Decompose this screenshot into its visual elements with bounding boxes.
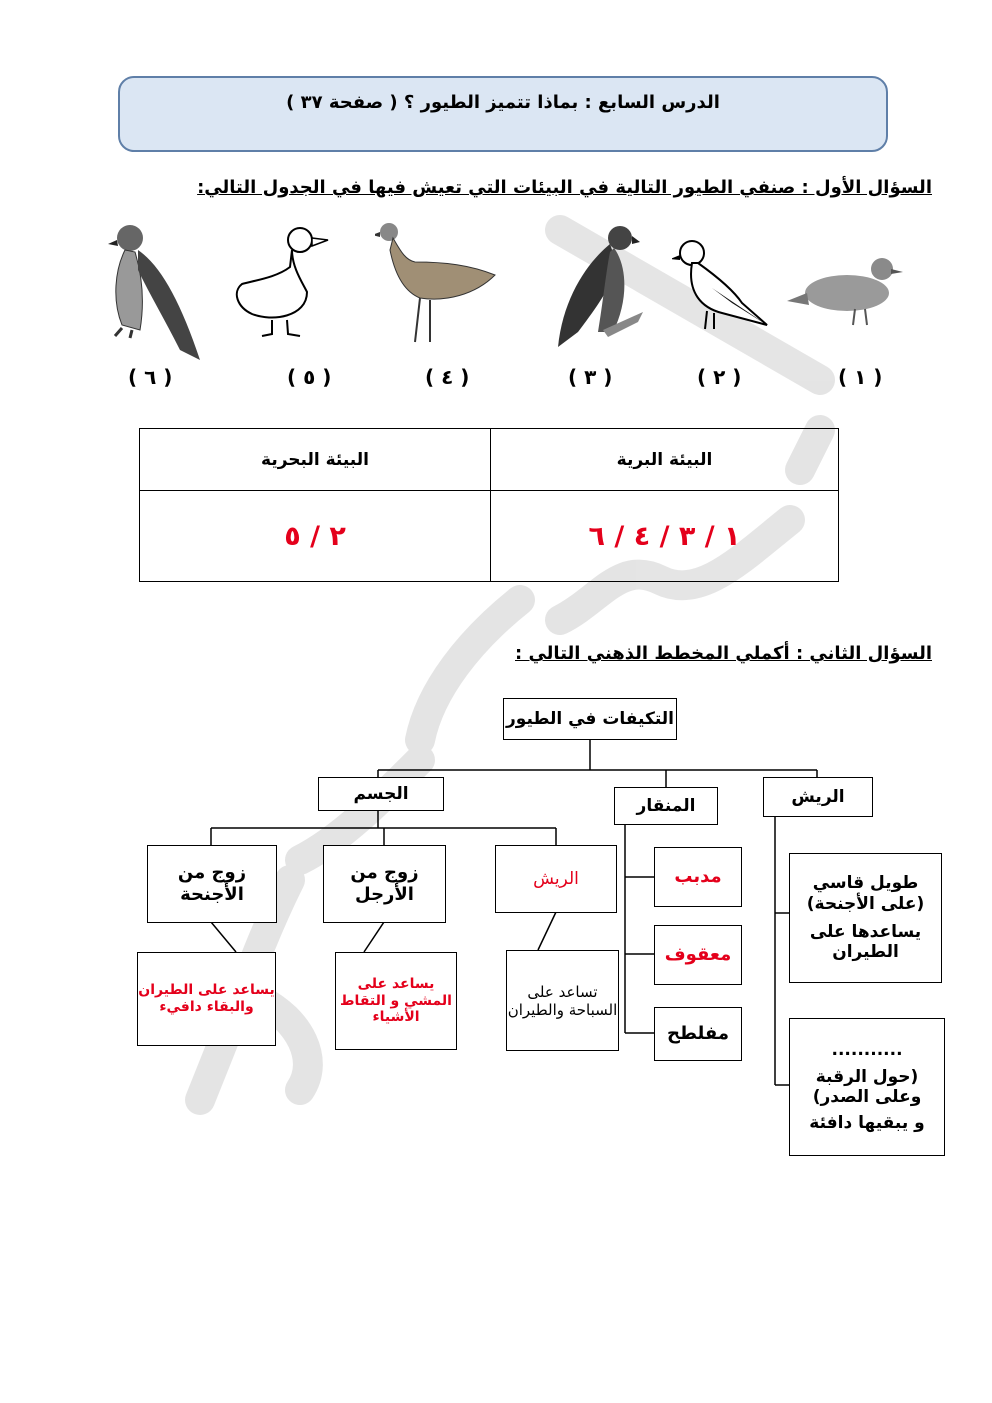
branch-body: الجسم bbox=[318, 777, 444, 811]
lesson-title: الدرس السابع : بماذا تتميز الطيور ؟ ( صفحة ٣٧ ) bbox=[286, 92, 720, 113]
feathers-note: تساعد على السباحة والطيران bbox=[506, 950, 619, 1051]
feathers-wing-function: يساعدها على الطيران bbox=[809, 922, 922, 963]
answer-land-habitat: ١ / ٣ / ٤ / ٦ bbox=[490, 491, 838, 581]
bird-number-6: ( ٦ ) bbox=[128, 365, 173, 389]
feathers-neck-function: و يبقيها دافئة bbox=[809, 1113, 925, 1134]
beak-pointed: مدبب bbox=[654, 847, 742, 907]
bird-number-5: ( ٥ ) bbox=[287, 365, 332, 389]
bird-number-2: ( ٢ ) bbox=[697, 365, 742, 389]
question1-title: السؤال الأول : صنفي الطيور التالية في البيئات التي تعيش فيها في الجدول التالي: bbox=[197, 177, 932, 198]
branch-beak: المنقار bbox=[614, 787, 718, 825]
branch-feathers: الريش bbox=[763, 777, 873, 817]
question2-title: السؤال الثاني : أكملي المخطط الذهني التالي : bbox=[515, 643, 932, 664]
answer-sea-habitat: ٢ / ٥ bbox=[284, 520, 346, 552]
feathers-neck-blank: ........... bbox=[831, 1040, 903, 1061]
feathers-wing-box bbox=[789, 853, 942, 983]
body-wings-pair: زوج من الأجنحة bbox=[147, 845, 277, 923]
feathers-wing-description: طويل قاسي (على الأجنحة) bbox=[806, 873, 925, 914]
body-legs-pair: زوج من الأرجل bbox=[323, 845, 446, 923]
beak-hooked: معقوف bbox=[654, 925, 742, 985]
feathers-neck-box bbox=[789, 1018, 945, 1156]
wings-note: يساعد على الطيران والبقاء دافيء bbox=[137, 952, 276, 1046]
bird-number-4: ( ٤ ) bbox=[425, 365, 470, 389]
mindmap-root: التكيفات في الطيور bbox=[503, 698, 677, 740]
header-sea-habitat: البيئة البحرية bbox=[140, 429, 490, 491]
legs-note: يساعد على المشي و التقاط الأشياء bbox=[335, 952, 457, 1050]
bird-number-1: ( ١ ) bbox=[838, 365, 883, 389]
beak-flat: مفلطح bbox=[654, 1007, 742, 1061]
bird-number-3: ( ٣ ) bbox=[568, 365, 613, 389]
body-feathers: الريش bbox=[495, 845, 617, 913]
feathers-neck-location: (حول الرقبة وعلى الصدر) bbox=[812, 1066, 922, 1107]
header-land-habitat: البيئة البرية bbox=[490, 429, 838, 491]
